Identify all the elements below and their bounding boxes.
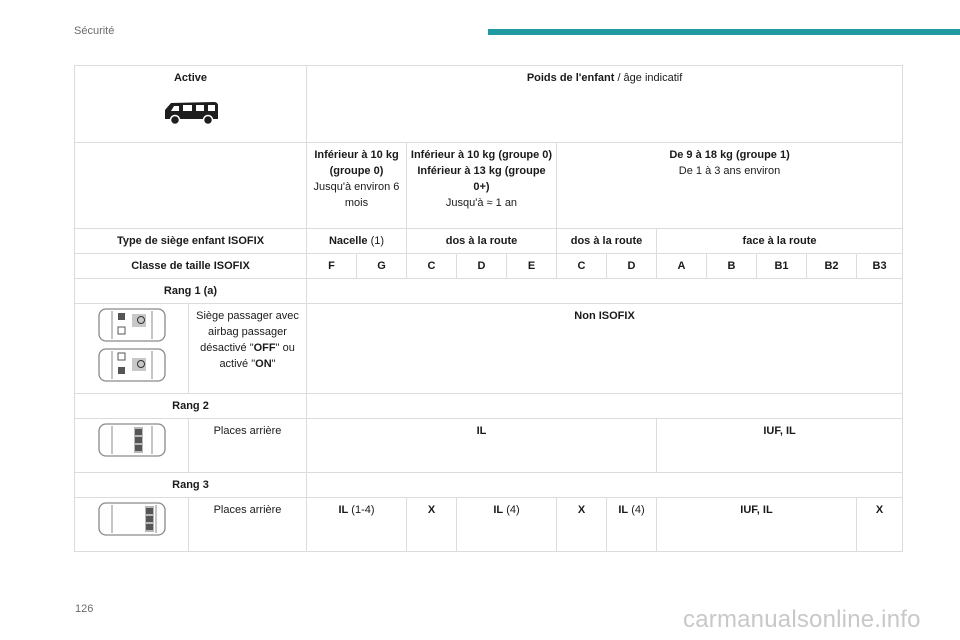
class-cell: E: [507, 254, 557, 279]
rang3-value: IUF, IL: [657, 498, 857, 552]
rang3-icon-cell: [75, 498, 189, 552]
car-top-passenger-seat-icon: [96, 307, 168, 385]
rang3-note: (4): [628, 504, 645, 516]
car-top-rear-seats-icon: [96, 422, 168, 458]
van-side-icon: [161, 98, 221, 126]
class-cell: G: [357, 254, 407, 279]
empty-cell: [75, 143, 307, 229]
car-top-third-row-icon: [96, 501, 168, 537]
class-cell: C: [407, 254, 457, 279]
type-rear-facing-2: dos à la route: [557, 229, 657, 254]
type-rear-facing-1: dos à la route: [407, 229, 557, 254]
rang1-description: [189, 304, 307, 394]
weight-label-suffix: / âge indicatif: [614, 72, 683, 84]
page-number: 126: [75, 603, 94, 615]
type-nacelle-cell: [307, 229, 407, 254]
group0-age: Jusqu'à environ 6 mois: [313, 181, 400, 209]
group0-label: Inférieur à 10 kg (groupe 0): [314, 149, 399, 177]
active-label: Active: [173, 72, 208, 84]
rang1-desc-text: ": [271, 358, 276, 370]
rang1-icon-cell: [75, 304, 189, 394]
group0-cell: [307, 143, 407, 229]
class-cell: B3: [857, 254, 903, 279]
rang3-note: (4): [503, 504, 520, 516]
rang3-value: X: [407, 498, 457, 552]
rang3-value: X: [557, 498, 607, 552]
class-cell: A: [657, 254, 707, 279]
rang1-label: Rang 1 (a): [75, 279, 307, 304]
empty-cell: [307, 279, 903, 304]
class-row-label: Classe de taille ISOFIX: [75, 254, 307, 279]
group0plus-label: Inférieur à 13 kg (groupe 0+): [417, 165, 546, 193]
header-title: Sécurité: [74, 25, 115, 37]
airbag-on-label: ON: [255, 358, 272, 370]
rang2-description: Places arrière: [189, 419, 307, 473]
rang3-note: (1-4): [348, 504, 375, 516]
watermark: carmanualsonline.info: [683, 606, 921, 633]
rang3-description: Places arrière: [189, 498, 307, 552]
weight-header-cell: [307, 66, 903, 143]
group0-label-b: Inférieur à 10 kg (groupe 0): [410, 149, 553, 161]
weight-label: Poids de l'enfant: [526, 72, 615, 84]
rang1-desc-text: " ou activé ": [219, 342, 295, 370]
group0plus-cell: [407, 143, 557, 229]
rang1-desc-text: Siège passager avec airbag passager désactivé ": [196, 310, 299, 354]
empty-cell: [307, 394, 903, 419]
group1-age: De 1 à 3 ans environ: [678, 165, 781, 177]
class-cell: C: [557, 254, 607, 279]
type-row-label: Type de siège enfant ISOFIX: [75, 229, 307, 254]
class-cell: B1: [757, 254, 807, 279]
isofix-table: [74, 65, 903, 552]
class-cell: F: [307, 254, 357, 279]
class-cell: D: [607, 254, 657, 279]
rang2-label: Rang 2: [75, 394, 307, 419]
rang2-icon-cell: [75, 419, 189, 473]
empty-cell: [307, 473, 903, 498]
type-nacelle: Nacelle: [328, 235, 368, 247]
rang2-value-rear: IL: [307, 419, 657, 473]
group0plus-age: Jusqu'à ≈ 1 an: [445, 197, 518, 209]
rang1-value: Non ISOFIX: [307, 304, 903, 394]
class-cell: B2: [807, 254, 857, 279]
rang3-cell: [307, 498, 407, 552]
rang3-value: IL: [493, 504, 504, 516]
type-forward-facing: face à la route: [657, 229, 903, 254]
rang2-value-forward: IUF, IL: [657, 419, 903, 473]
rang3-label: Rang 3: [75, 473, 307, 498]
class-cell: B: [707, 254, 757, 279]
type-nacelle-note: (1): [367, 235, 385, 247]
airbag-off-label: OFF: [253, 342, 276, 354]
rang3-cell: [457, 498, 557, 552]
rang3-value: X: [857, 498, 903, 552]
class-cell: D: [457, 254, 507, 279]
rang3-value: IL: [618, 504, 629, 516]
rang3-cell: [607, 498, 657, 552]
header-accent-bar: [488, 29, 960, 35]
active-header-cell: [75, 66, 307, 143]
group1-cell: [557, 143, 903, 229]
rang3-value: IL: [338, 504, 349, 516]
group1-label: De 9 à 18 kg (groupe 1): [669, 149, 790, 161]
